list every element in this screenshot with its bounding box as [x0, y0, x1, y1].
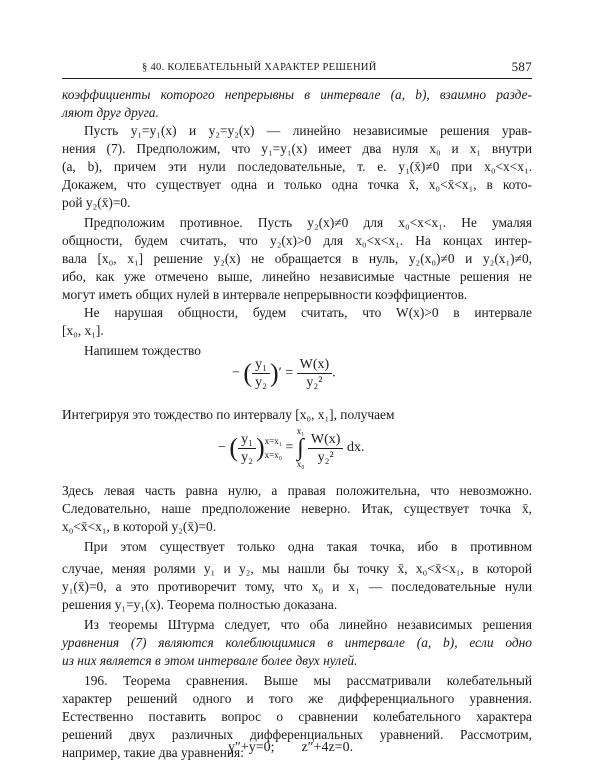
minus-sign: − — [232, 365, 240, 381]
text-line: Предположим противное. Пусть y₂(x)≠0 для x₀<x<x₁. Не умаляя — [84, 215, 532, 230]
text-line: y₁(x̄)=0, а это противоречит тому, что x₀ и x₁ — последовательные нули — [62, 579, 532, 594]
subst-upper: x=x₁ — [264, 436, 282, 446]
text-line: решений двух различных дифференциальных уравнений. Рассмотрим, — [62, 727, 532, 742]
text-line: характер решений одного и того же дифференциального уравнения. — [62, 691, 532, 706]
rhs-numerator: W(x) — [297, 356, 333, 374]
text-line: решения y₁=y₁(x). Теорема полностью доказана. — [62, 597, 338, 612]
integral-lower: x₀ — [296, 459, 305, 469]
formula-integrated: − ( $\frac{\text{y₁}}{\text{y₂}}$ ) x=x₁ x=x₀ = x₁ ∫ x₀ $\frac{W(x)}{\text{y₂²}}$ dx. — [218, 426, 365, 469]
page-number: 587 — [511, 59, 532, 74]
text-line: Интегрируя это тождество по интервалу [x₀, x₁], получаем — [62, 407, 395, 422]
text-line: 196. Теорема сравнения. Выше мы рассматривали колебательный — [84, 673, 532, 688]
text-line: ляют друг друга. — [62, 105, 159, 120]
subst-lower: x=x₀ — [264, 450, 282, 460]
text-line: Из теоремы Штурма следует, что оба линейно независимых решения — [84, 617, 532, 632]
text-line: случае, меняя ролями y₁ и y₂, мы нашли бы точку x̄, x₀<x̄<x₁, в которой — [62, 561, 532, 576]
differential: dx. — [346, 440, 365, 456]
text-line: могут иметь общих нулей в интервале непрерывности коэффициентов. — [62, 287, 468, 302]
text-line: [x₀, x₁]. — [62, 323, 104, 338]
section-title: § 40. КОЛЕБАТЕЛЬНЫЙ ХАРАКТЕР РЕШЕНИЙ — [142, 62, 377, 73]
text-line: Напишем тождество — [84, 343, 201, 358]
frac-numerator: y₁ — [252, 356, 270, 374]
rhs-denominator: y₂² — [306, 375, 323, 390]
text-line: При этом существует только одна такая точка, ибо в противном — [84, 539, 532, 554]
text-line: Здесь левая часть равна нулю, а правая положительна, что невозможно. — [62, 483, 532, 498]
text-line: общности, будем считать, что y₂(x)>0 для x₀<x<x₁. На концах интер- — [62, 233, 532, 248]
frac-numerator: y₁ — [238, 431, 256, 449]
formula-equations — [228, 740, 353, 756]
rhs-numerator: W(x) — [308, 431, 344, 449]
text-line: (a, b), причем эти нули последовательные, т. е. y₁(x̄)≠0 при x₀<x<x₁. — [62, 159, 532, 174]
rhs-denominator: y₂² — [317, 449, 334, 465]
prime: ′ — [278, 365, 282, 381]
text-line: рой y₂(x̄)=0. — [62, 195, 131, 210]
equals-sign: = — [285, 365, 294, 381]
frac-denominator: y₂ — [241, 449, 253, 465]
text-line: Следовательно, наше предположение неверно. Итак, существует точка x̄, — [62, 501, 532, 516]
text-line: нения (7). Предположим, что y₁=y₁(x) имеет два нуля x₀ и x₁ внутри — [62, 141, 532, 156]
equation-z: z″+4z=0. — [301, 740, 354, 755]
formula-identity: − ( $\frac{\text{y₁}}{\text{y₂}}$ )′ = $\frac{W(x)}{\text{y₂²}}$ . — [232, 357, 336, 390]
period: . — [332, 365, 336, 381]
text-line: ибо, как уже отмечено выше, линейно независимые частные решения не — [62, 269, 532, 284]
equation-y: y″+y=0; — [228, 740, 275, 755]
text-line: Не нарушая общности, будем считать, что W(x)>0 в интервале — [84, 305, 532, 320]
text-line: Естественно поставить вопрос о сравнении колебательного характера — [62, 709, 532, 724]
text-line: x₀<x̄<x₁, в которой y₂(x̄)=0. — [62, 519, 217, 534]
integral-sign: ∫ — [297, 435, 304, 461]
text-line: уравнения (7) являются колеблющимися в интервале (a, b), если одно — [62, 635, 532, 650]
frac-denominator: y₂ — [255, 375, 267, 390]
text-line: например, такие два уравнения: — [62, 745, 244, 760]
text-line: Докажем, что существует одна и только одна точка x̄, x₀<x̄<x₁, в кото- — [62, 177, 532, 192]
text-line: вала [x₀, x₁] решение y₂(x) не обращается в нуль, y₂(x₀)≠0 и y₂(x₁)≠0, — [62, 251, 532, 266]
minus-sign: − — [218, 440, 226, 456]
running-header — [62, 58, 532, 79]
text-line: Пусть y₁=y₁(x) и y₂=y₂(x) — линейно независимые решения урав- — [84, 123, 532, 138]
equals-sign: = — [285, 440, 294, 456]
integral-upper: x₁ — [296, 426, 305, 436]
text-line: из них является в этом интервале более двух нулей. — [62, 653, 358, 668]
text-line: коэффициенты которого непрерывны в интервале (a, b), взаимно разде- — [62, 87, 532, 102]
